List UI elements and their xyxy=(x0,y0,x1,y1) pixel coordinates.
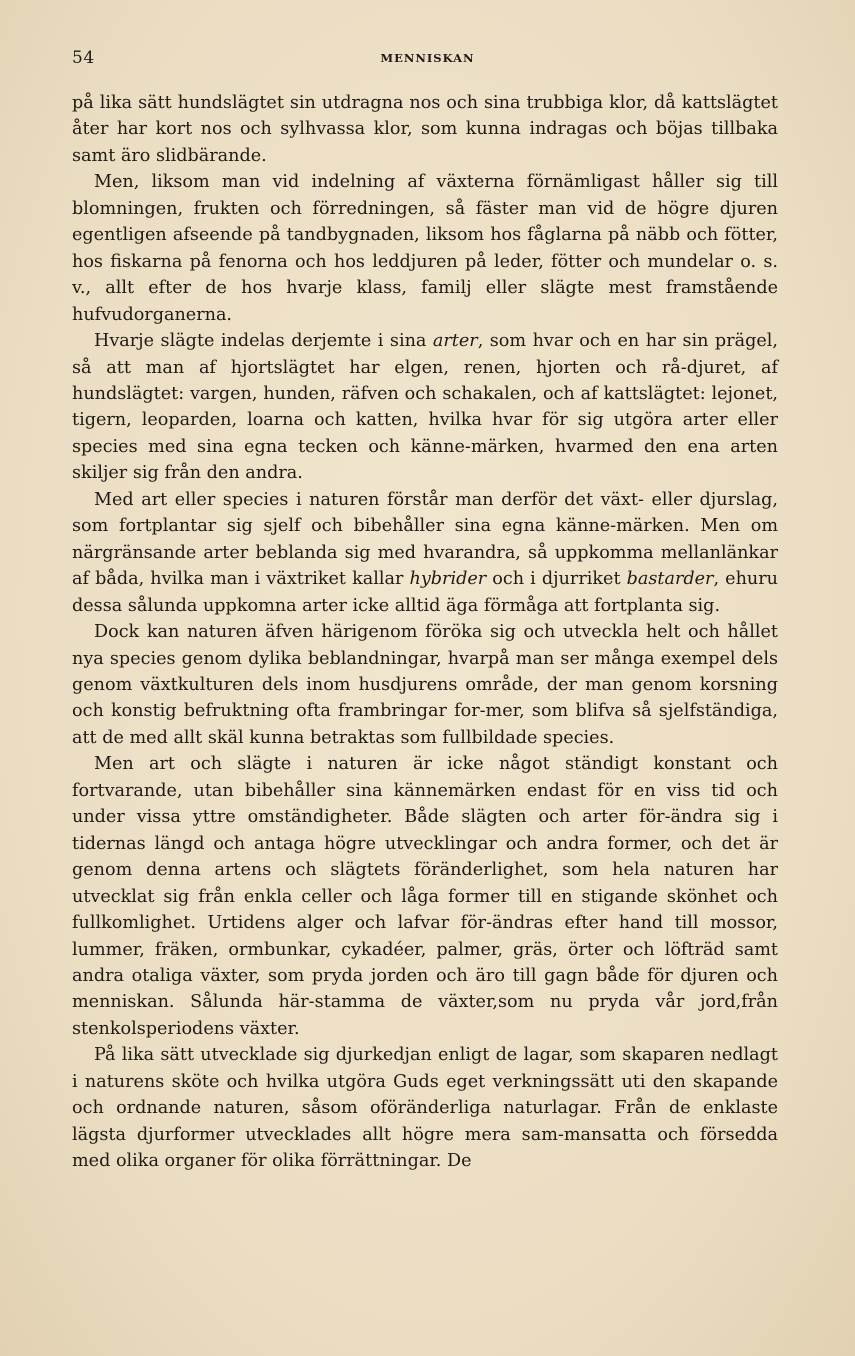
paragraph: På lika sätt utvecklade sig djurkedjan enligt de lagar, som skaparen nedlagt i naturens sköte och hvilka utgöra Guds eget verkningssätt uti den skapande och ordnande naturen, såsom oföränderliga naturlagar. Från de enklaste lägsta djurformer utvecklades allt högre mera sam-mansatta och försedda med olika organer för olika förrättningar. De xyxy=(72,1045,778,1172)
page-header xyxy=(72,44,783,74)
body-text xyxy=(72,90,778,1175)
running-head: MENNISKAN xyxy=(380,51,475,65)
paragraph: Men, liksom man vid indelning af växterna förnämligast håller sig till blomningen, frukten och förredningen, så fäster man vid de högre djuren egentligen afseende på tandbygnaden, liksom hos fåglarna på näbb och fötter, hos fiskarna på fenorna och hos leddjuren på leder, fötter och mundelar o. s. v., allt efter de hos hvarje klass, familj eller slägte mest framstående hufvudorganerna. xyxy=(72,172,778,325)
page-number: 54 xyxy=(72,48,95,68)
paragraph: på lika sätt hundslägtet sin utdragna nos och sina trubbiga klor, då kattslägtet åter har kort nos och sylhvassa klor, som kunna indragas och böjas tillbaka samt äro slidbärande. xyxy=(72,93,778,166)
italic-term: arter xyxy=(432,331,478,352)
paragraph: Dock kan naturen äfven härigenom föröka sig och utveckla helt och hållet nya species genom dylika beblandningar, hvarpå man ser många exempel dels genom växtkulturen dels inom husdjurens område, der man genom korsning och konstig befruktning ofta frambringar for-mer, som blifva så sjelfständiga, att de med allt skäl kunna betraktas som fullbildade species. xyxy=(72,622,778,748)
paragraph: Med art eller species i naturen förstår man derför det växt- eller djurslag, som fortplantar sig sjelf och bibehåller sina egna känne-märken. Men om närgränsande arter beblanda sig med hvarandra, så uppkomma mellanlänkar af båda, hvilka man i växtriket kallar hybrider och i djurriket bastarder, ehuru dessa sålunda uppkomna arter icke alltid äga förmåga att fortplanta sig. xyxy=(72,489,778,616)
paragraph: Hvarje slägte indelas derjemte i sina arter, som hvar och en har sin prägel, så att man af hjortslägtet har elgen, renen, hjorten och rå-djuret, af hundslägtet: vargen, hunden, räfven och schakalen, och af kattslägtet: lejonet, tigern, leoparden, loarna och katten, hvilka hvar för sig utgöra arter eller species med sina egna tecken och känne-märken, hvarmed den ena arten skiljer sig från den andra. xyxy=(72,331,778,484)
paragraph: Men art och slägte i naturen är icke något ständigt konstant och fortvarande, utan bibehåller sina kännemärken endast för en viss tid och under vissa yttre omständigheter. Både slägten och arter för-ändra sig i tidernas längd och antaga högre utvecklingar och andra former, och det är genom denna artens och slägtets föränderlighet, som hela naturen har utvecklat sig från enkla celler och låga former till en stigande skönhet och fullkomlighet. Urtidens alger och lafvar för-ändras efter hand till mossor, lummer, fräken, ormbunkar, cykadéer, palmer, gräs, örter och löfträd samt andra otaliga växter, som pryda jorden och äro till gagn både för djuren och menniskan. Sålunda här-stamma de växter,som nu pryda vår jord,från stenkolsperiodens växter. xyxy=(72,754,778,1039)
italic-term: bastarder xyxy=(626,569,714,590)
italic-term: hybrider xyxy=(409,569,487,590)
